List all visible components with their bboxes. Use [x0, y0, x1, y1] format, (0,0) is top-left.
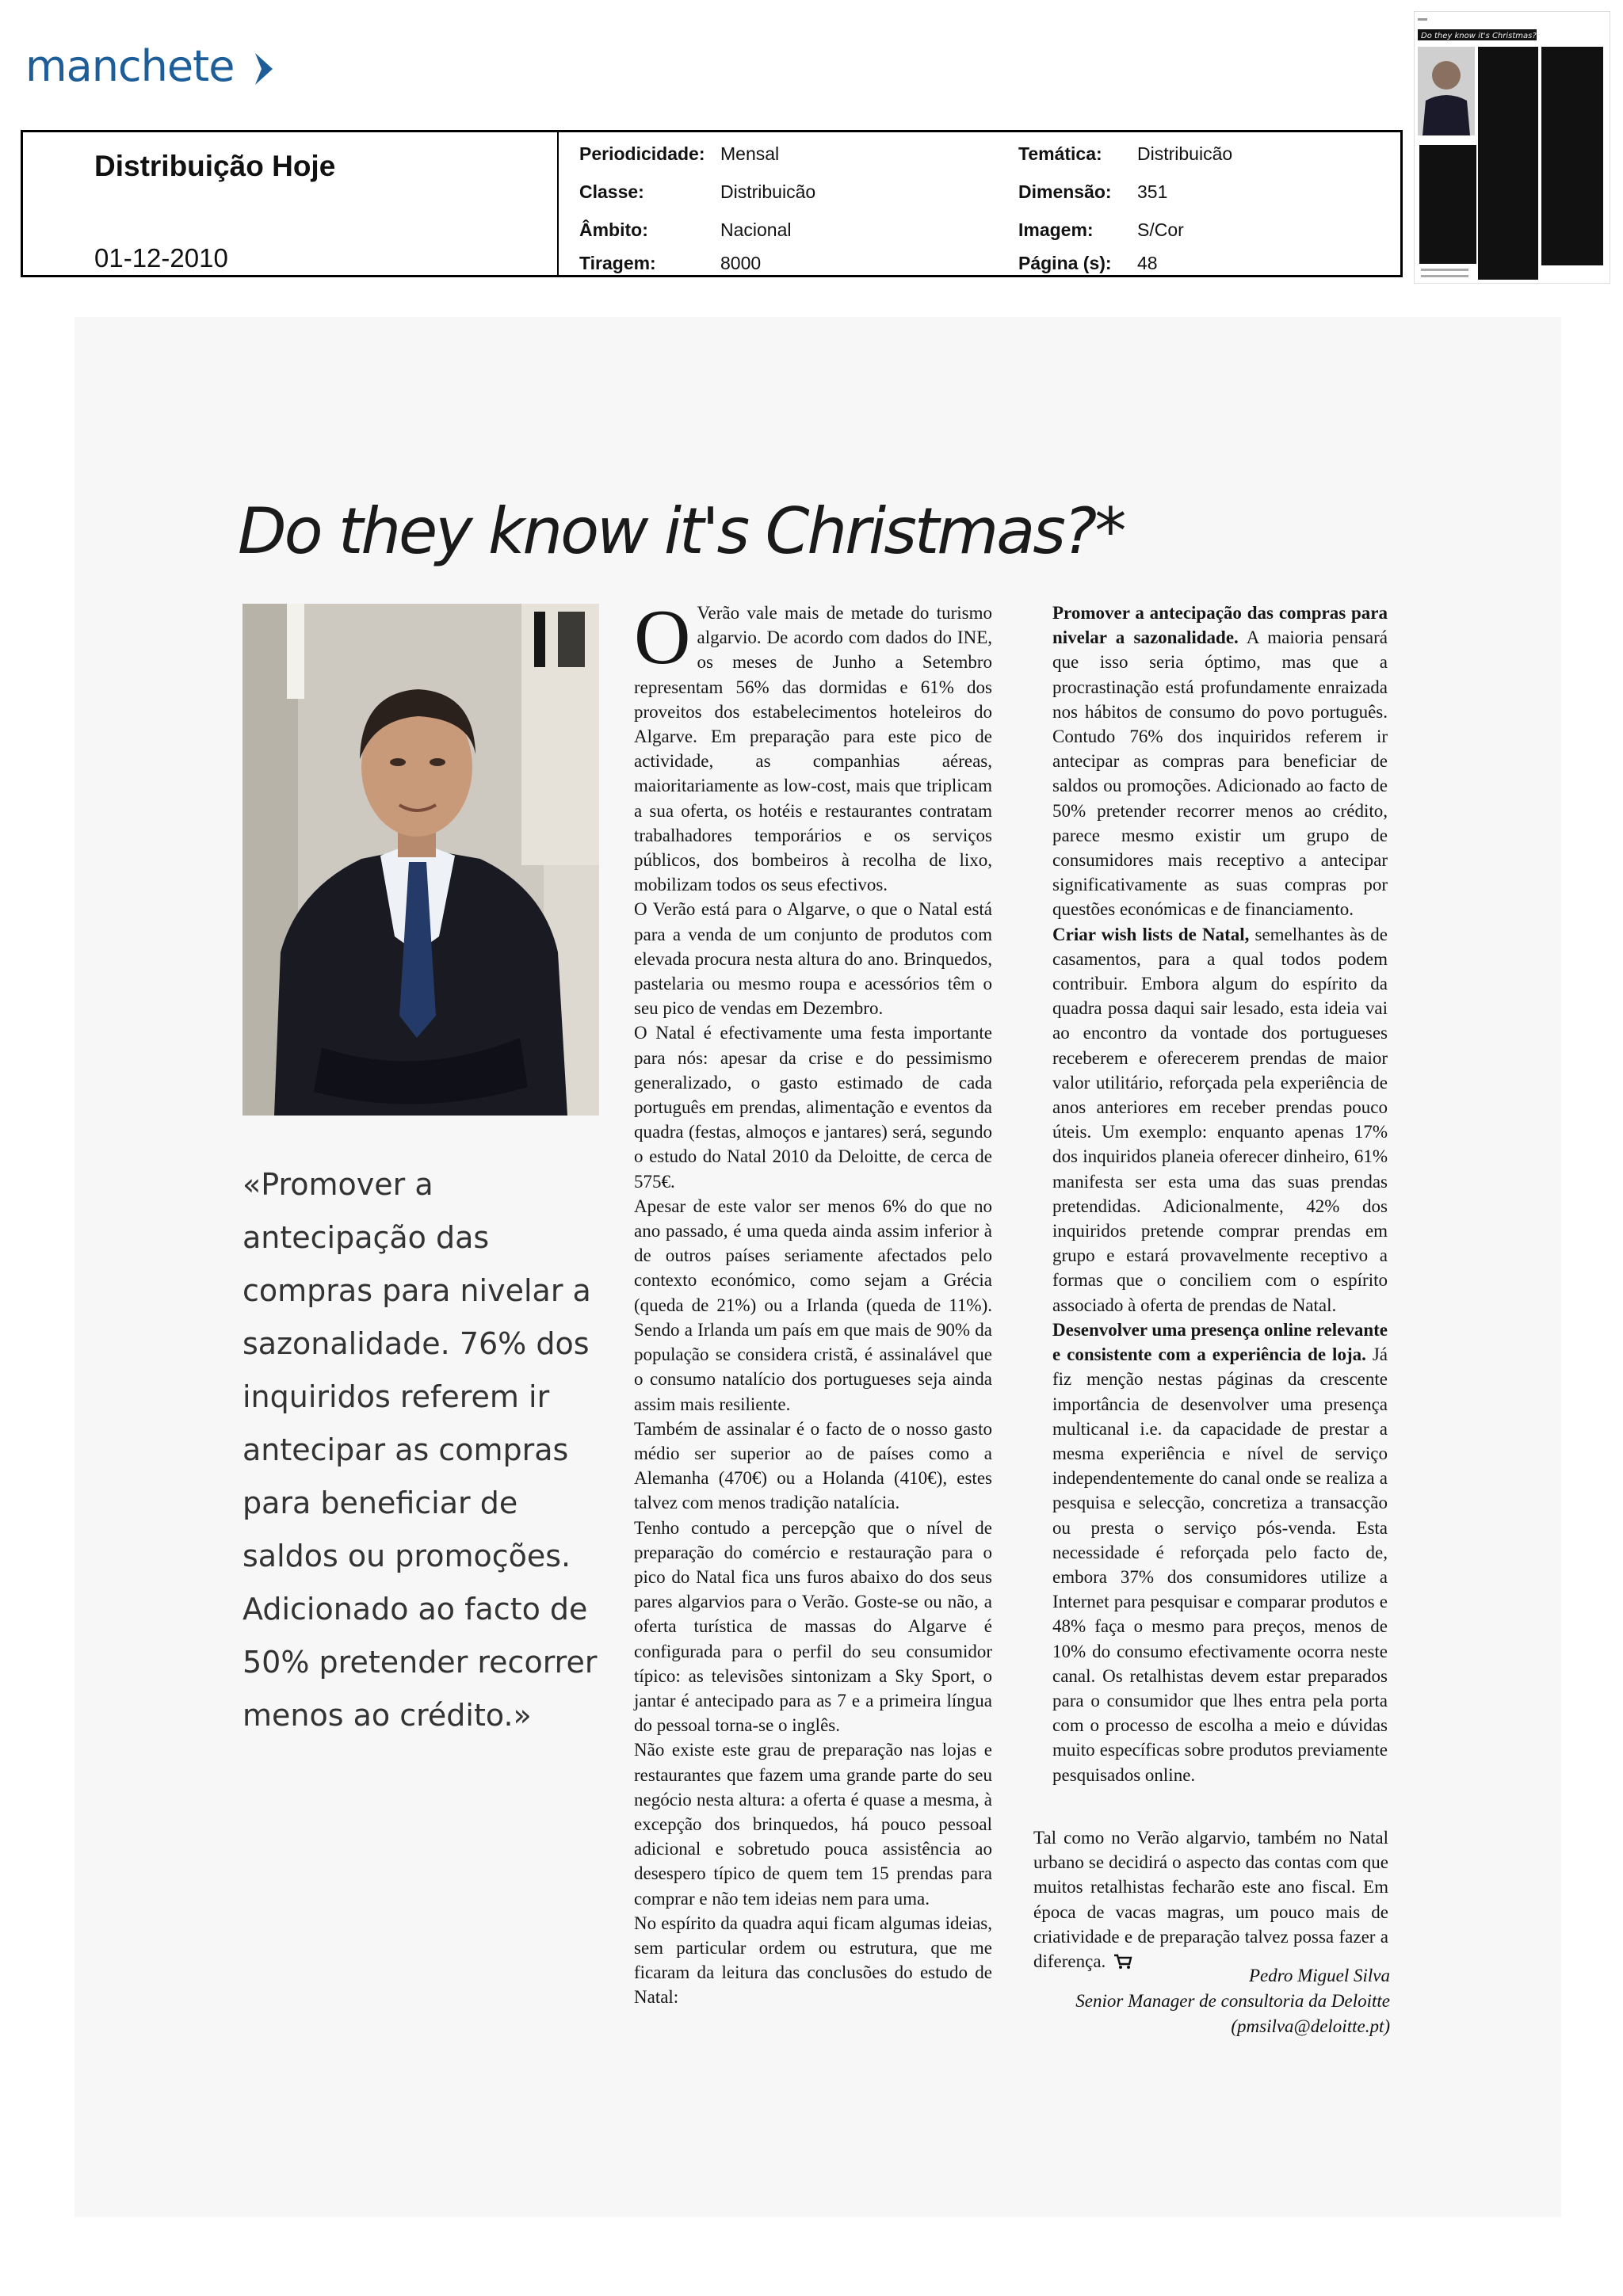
article-column-1 — [634, 594, 992, 2010]
thumbnail-title: Do they know it's Christmas?* — [1421, 32, 1541, 40]
manchete-logo — [25, 41, 276, 91]
paragraph: Tenho contudo a percepção que o nível de preparação do comércio e restauração para o pico do Natal fica uns furos abaixo do dos seus pares algarvios para o Verão. Goste-se ou não, a oferta turística de massas do Algarve é configurada para o perfil do seu consumidor típico: as televisões sintonizam a Sky Sport, o jantar é antecipado para as 7 e a primeira língua do pessoal torna-se o inglês. — [634, 1517, 992, 1736]
idea-lead: Promover a antecipação das compras para nivelar a sazonalidade. — [1052, 603, 1388, 648]
pagina-label: Página (s): — [1018, 253, 1112, 273]
article-headline: Do they know it's Christmas?* — [238, 494, 1125, 568]
logo-text: manchete — [25, 41, 235, 91]
logo-arrow-icon — [252, 50, 276, 88]
paragraph — [634, 594, 992, 897]
classe-label: Classe: — [579, 181, 644, 202]
pagina-value: 48 — [1137, 253, 1158, 273]
publication-date: 01-12-2010 — [94, 243, 228, 273]
paragraph: No espírito da quadra aqui ficam algumas ideias, sem particular ordem ou estrutura, que me ficaram da leitura das conclusões do estudo de Natal: — [634, 1913, 992, 2008]
tiragem-label: Tiragem: — [579, 253, 656, 273]
meta-row-4 — [559, 253, 1403, 289]
tematica-label: Temática: — [1018, 143, 1102, 164]
thumbnail-image — [1415, 12, 1610, 283]
paragraph: Também de assinalar é o facto de o nosso gasto médio ser superior ao de países como a Alemanha (470€) ou a Holanda (410€), estes talvez com menos tradição natalícia. — [634, 1418, 992, 1513]
tematica-value: Distribuicão — [1137, 143, 1233, 164]
idea-lead: Criar wish lists de Natal, — [1052, 924, 1250, 944]
conclusion-text: Tal como no Verão algarvio, também no Natal urbano se decidirá o aspecto das contas com que muitos retalhistas fecharão este ano fiscal. Em época de vacas magras, um pouco mais de criatividade e de preparação talvez possa fazer a diferença. — [1033, 1828, 1388, 1972]
paragraph: Não existe este grau de preparação nas lojas e restaurantes que fazem uma grande parte do seu negócio nesta altura: a oferta é quase a mesma, à excepção dos brinquedos, há pouco pessoal adicional e sobretudo pouca assistência ao desespero típico de quem tem 15 prendas para comprar e não tem ideias nem para uma. — [634, 1740, 992, 1909]
ambito-value: Nacional — [720, 219, 792, 240]
imagem-label: Imagem: — [1018, 219, 1094, 240]
conclusion-paragraph — [1033, 1825, 1388, 1974]
author-role: Senior Manager de consultoria da Deloitte — [1075, 1991, 1390, 2011]
author-signature — [1030, 1963, 1390, 2039]
drop-cap: O — [634, 594, 691, 681]
imagem-value: S/Cor — [1137, 219, 1184, 240]
dimensao-label: Dimensão: — [1018, 181, 1112, 202]
author-photo — [242, 604, 599, 1116]
idea-paragraph — [1052, 601, 1388, 922]
article-column-2 — [1052, 601, 1388, 1787]
idea-paragraph — [1052, 1318, 1388, 1787]
idea-text: Já fiz menção nestas páginas da crescente importância de desenvolver uma presença multicanal i.e. da capacidade de prestar a mesma experiência e nível de serviço independentemente do canal onde se realiza a pesquisa e selecção, concretiza a transacção ou presta o serviço pós-venda. Esta necessidade é reforçada pelo facto de, embora 37% dos consumidores utilize a Internet para pesquisar e comparar produtos e 48% faça o mesmo para preços, menos de 10% do consumo efectivamente ocorra neste canal. Os retalhistas devem estar preparados para o consumidor que lhes entra pela porta com o processo de escolha a meio e dúvidas muito específicas sobre produtos previamente pesquisados online. — [1052, 1344, 1388, 1785]
publication-title: Distribuição Hoje — [94, 150, 336, 182]
article-conclusion — [1033, 1825, 1388, 1974]
dimensao-value: 351 — [1137, 181, 1168, 202]
periodicidade-label: Periodicidade: — [579, 143, 705, 164]
idea-paragraph — [1052, 922, 1388, 1318]
classe-value: Distribuicão — [720, 181, 816, 202]
author-name: Pedro Miguel Silva — [1249, 1966, 1390, 1985]
paragraph: O Natal é efectivamente uma festa importante para nós: apesar da crise e do pessimismo generalizado, o gasto estimado de cada português em prendas, alimentação e eventos da quadra (festas, almoços e jantares) será, segundo o estudo do Natal 2010 da Deloitte, de cerca de 575€. — [634, 1023, 992, 1192]
paragraph: Apesar de este valor ser menos 6% do que no ano passado, é uma queda ainda assim inferior à de outros países seriamente afectados pelo contexto económico, como sejam a Grécia (queda de 21%) ou a Irlanda (queda de 11%). Sendo a Irlanda um país em que mais de 90% da população se considera cristã, é assinalável que o consumo natalício dos portugueses seja ainda assim mais resiliente. — [634, 1196, 992, 1414]
paragraph: O Verão está para o Algarve, o que o Natal está para a venda de um conjunto de produtos com elevada procura nesta altura do ano. Brinquedos, pastelaria ou mesmo roupa e acessórios têm o seu pico de vendas em Dezembro. — [634, 899, 992, 1019]
author-email: (pmsilva@deloitte.pt) — [1231, 2016, 1390, 2036]
meta-row-1 — [559, 143, 1403, 180]
idea-text: semelhantes às de casamentos, para a qual todos podem contribuir. Embora algum do espírito da quadra possa daqui sair lesado, esta ideia vai ao encontro da vontade dos portugueses receberem e oferecerem prendas de maior valor utilitário, reforçada pela experiência de anos anteriores em receber prendas pouco úteis. Um exemplo: enquanto apenas 17% dos inquiridos planeia oferecer dinheiro, 61% manifesta ser esta uma das suas prendas pretendidas. Adicionalmente, 42% dos inquiridos pretende comprar prendas em grupo e estará provavelmente receptivo a formas que o conciliem com o espírito associado à oferta de prendas de Natal. — [1052, 924, 1388, 1315]
page-thumbnail — [1414, 11, 1610, 284]
paragraph-text: Verão vale mais de metade do turismo algarvio. De acordo com dados do INE, os meses de Junho a Setembro representam 56% das dormidas e 61% dos proveitos dos estabelecimentos hoteleiros do Algarve. Em preparação para este pico de actividade, as companhias aéreas, maioritariamente as low-cost, mais que triplicam a sua oferta, os hotéis e restaurantes contratam trabalhadores temporários e os serviços públicos, dos bombeiros à recolha de lixo, mobilizam todos os seus efectivos. — [634, 603, 992, 895]
periodicidade-value: Mensal — [720, 143, 780, 164]
meta-row-3 — [559, 219, 1403, 256]
ambito-label: Âmbito: — [579, 219, 648, 240]
idea-text: A maioria pensará que isso seria óptimo, mas que a procrastinação está profundamente enraizada nos hábitos de consumo do povo português. Contudo 76% dos inquiridos referem ir antecipar as compras para beneficiar de saldos ou promoções. Adicionado ao facto de 50% pretender recorrer menos ao crédito, parece mesmo existir um grupo de consumidores mais receptivo a antecipar significativamente as suas compras por questões económicas e de financiamento. — [1052, 627, 1388, 920]
meta-row-2 — [559, 181, 1403, 218]
pull-quote: «Promover a antecipação das compras para nivelar a sazonalidade. 76% dos inquiridos referem ir antecipar as compras para beneficiar de saldos ou promoções. Adicionado ao facto de 50% pretender recorrer menos ao crédito.» — [242, 1167, 598, 1733]
metadata-grid — [557, 132, 1403, 275]
idea-lead: Desenvolver uma presença online relevante e consistente com a experiência de loja. — [1052, 1319, 1388, 1365]
clipping-metadata — [21, 130, 1403, 277]
tiragem-value: 8000 — [720, 253, 762, 273]
